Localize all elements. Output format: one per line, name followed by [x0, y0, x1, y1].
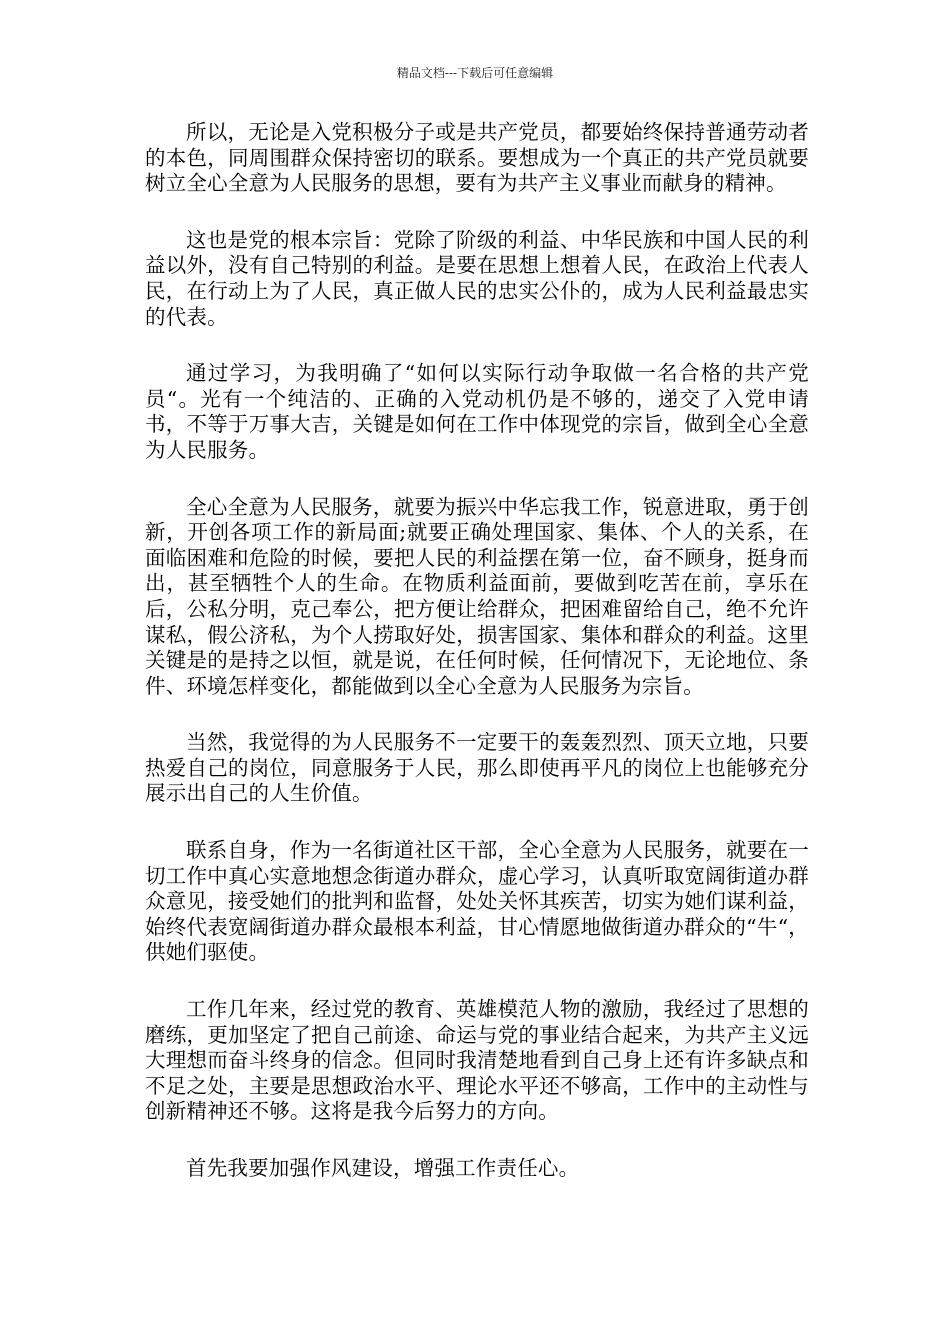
paragraph: 这也是党的根本宗旨：党除了阶级的利益、中华民族和中国人民的利益以外，没有自己特别的利益。是要在思想上想着人民，在政治上代表人民，在行动上为了人民，真正做人民的忠实公仆的，成为人民利益最忠实的代表。	[145, 227, 809, 329]
paragraph: 全心全意为人民服务，就要为振兴中华忘我工作，锐意进取，勇于创新，开创各项工作的新局面;就要正确处理国家、集体、个人的关系，在面临困难和危险的时候，要把人民的利益摆在第一位，奋不顾身，挺身而出，甚至牺牲个人的生命。在物质利益面前，要做到吃苦在前，享乐在后，公私分明，克己奉公，把方便让给群众，把困难留给自己，绝不允许谋私，假公济私，为个人捞取好处，损害国家、集体和群众的利益。这里关键是的是持之以恒，就是说，在任何时候，任何情况下，无论地位、条件、环境怎样变化，都能做到以全心全意为人民服务为宗旨。	[145, 494, 809, 698]
paragraph: 所以，无论是入党积极分子或是共产党员，都要始终保持普通劳动者的本色，同周围群众保持密切的联系。要想成为一个真正的共产党员就要树立全心全意为人民服务的思想，要有为共产主义事业而献身的精神。	[145, 120, 809, 196]
paragraph: 首先我要加强作风建设，增强工作责任心。	[186, 1156, 580, 1180]
paragraph: 通过学习，为我明确了“如何以实际行动争取做一名合格的共产党员“。光有一个纯洁的、正确的入党动机仍是不够的，递交了入党申请书，不等于万事大吉，关键是如何在工作中体现党的宗旨，做到全心全意为人民服务。	[145, 361, 809, 462]
page-header: 精品文档---下载后可任意编辑	[396, 66, 554, 80]
paragraph: 工作几年来，经过党的教育、英雄模范人物的激励，我经过了思想的磨练，更加坚定了把自己前途、命运与党的事业结合起来，为共产主义远大理想而奋斗终身的信念。但同时我清楚地看到自己身上还有许多缺点和不足之处，主要是思想政治水平、理论水平还不够高，工作中的主动性与创新精神还不够。这将是我今后努力的方向。	[145, 997, 809, 1124]
document-body	[145, 120, 809, 1213]
paragraph: 联系自身，作为一名街道社区干部，全心全意为人民服务，就要在一切工作中真心实意地想念街道办群众，虚心学习，认真听取宽阔街道办群众意见，接受她们的批判和监督，处处关怀其疾苦，切实为她们谋利益，始终代表宽阔街道办群众最根本利益，甘心情愿地做街道办群众的“牛“，供她们驱使。	[145, 838, 809, 965]
paragraph: 当然，我觉得的为人民服务不一定要干的轰轰烈烈、顶天立地，只要热爱自己的岗位，同意服务于人民，那么即使再平凡的岗位上也能够充分展示出自己的人生价值。	[145, 730, 809, 806]
